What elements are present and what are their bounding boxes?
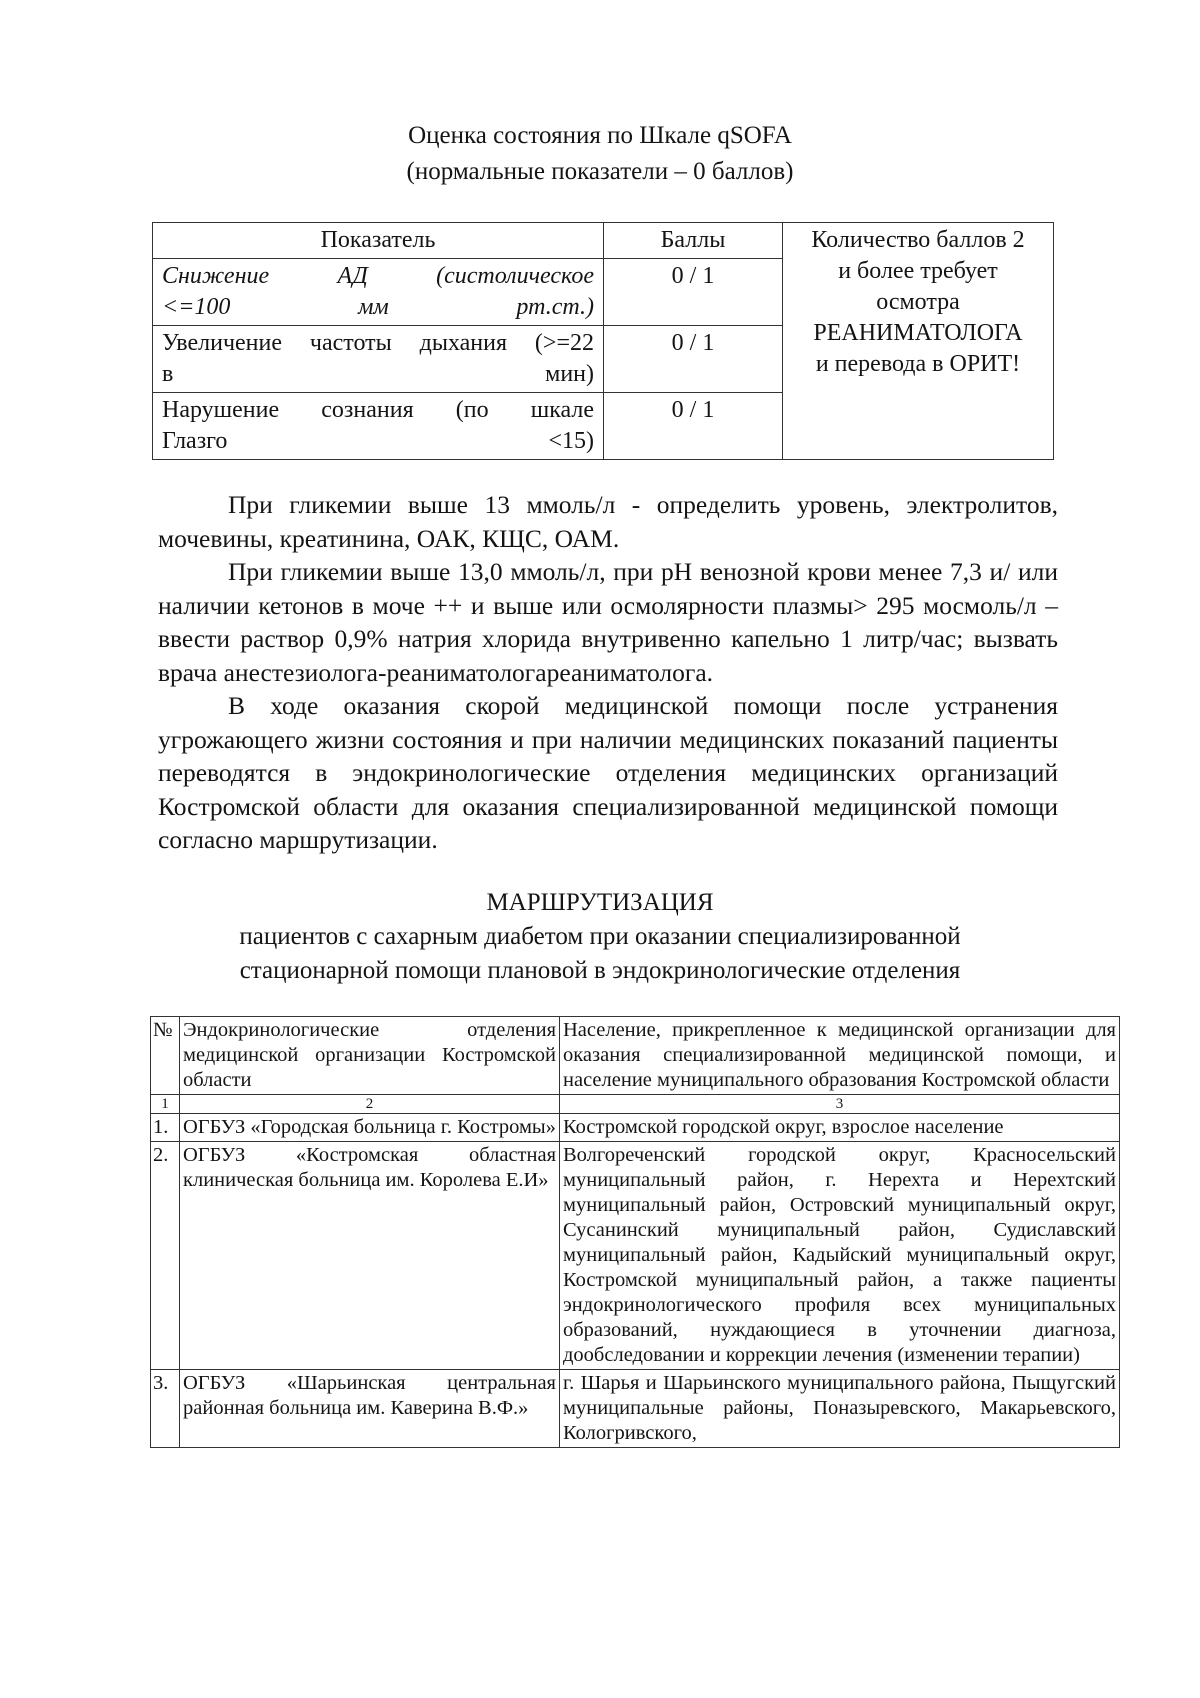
qsofa-score: 0 / 1 [604,326,783,393]
column-number: 3 [560,1095,1120,1114]
routing-subtitle-line1: пациентов с сахарным диабетом при оказании специализированной [239,923,961,950]
paragraph: При гликемии выше 13,0 ммоль/л, при pH венозной крови менее 7,3 и/ или наличии кетонов в моче ++ и выше или осмолярности плазмы> 295 мосмоль/л – ввести раствор 0,9% натрия хлорида внутривенно капельно 1 литр/час; вызвать врача анестезиолога-реаниматологареаниматолога. [158,557,1058,687]
column-number: 1 [151,1095,180,1114]
qsofa-indicator-line: в мин) [162,361,594,387]
row-population: г. Шарья и Шарьинского муниципального района, Пыщугский муниципальные районы, Поназыревского, Макарьевского, Кологривского, [560,1370,1120,1448]
table-row [151,1114,1120,1142]
qsofa-header-indicator: Показатель [153,223,604,259]
row-num: 2. [151,1142,180,1370]
qsofa-indicator-line: Нарушение сознания (по шкале [162,397,594,423]
qsofa-header-score: Баллы [604,223,783,259]
qsofa-score: 0 / 1 [604,259,783,326]
qsofa-title: Оценка состояния по Шкале qSOFA [408,122,792,149]
row-population: Костромской городской округ, взрослое население [560,1114,1120,1142]
paragraph: При гликемии выше 13 ммоль/л - определить уровень, электролитов, мочевины, креатинина, ОАК, КЩС, ОАМ. [158,490,1058,553]
row-population: Волгореченский городской округ, Красносельский муниципальный район, г. Нерехта и Нерехтский муниципальный район, Островский муниципальный округ, Сусанинский муниципальный район, Судиславский муниципальный район, Кадыйский муниципальный округ, Костромской муниципальный район, а также пациенты эндокринологического профиля всех муниципальных образований, нуждающиеся в уточнении диагноза, дообследовании и коррекции лечения (изменении терапии) [560,1142,1120,1370]
row-num: 1. [151,1114,180,1142]
qsofa-note-line: и более требует [838,258,998,284]
qsofa-note-line: Количество баллов 2 [811,227,1025,253]
qsofa-indicator-line: Снижение АД (систолическое [162,263,594,289]
table-row [151,1370,1120,1448]
qsofa-note-line: и перевода в ОРИТ! [815,351,1021,377]
routing-subtitle-line2: стационарной помощи плановой в эндокринологические отделения [239,957,961,984]
header-population: Население, прикрепленное к медицинской организации для оказания специализированной медицинской помощи, и население муниципального образования Костромской области [560,1017,1120,1095]
column-number-row [151,1095,1120,1114]
qsofa-table [152,222,1054,460]
qsofa-header-row [153,223,1054,259]
qsofa-note-line: РЕАНИМАТОЛОГА [813,320,1023,346]
row-org: ОГБУЗ «Городская больница г. Костромы» [180,1114,560,1142]
table-row [151,1142,1120,1370]
routing-header-row [151,1017,1120,1095]
qsofa-score: 0 / 1 [604,393,783,460]
column-number: 2 [180,1095,560,1114]
qsofa-indicator [153,393,604,460]
row-org: ОГБУЗ «Костромская областная клиническая больница им. Королева Е.И» [180,1142,560,1370]
qsofa-indicator-line: <=100 мм рт.ст.) [162,294,594,320]
paragraph: В ходе оказания скорой медицинской помощи после устранения угрожающего жизни состояния и при наличии медицинских показаний пациенты переводятся в эндокринологические отделения медицинских организаций Костромской области для оказания специализированной медицинской помощи согласно маршрутизации. [158,691,1058,854]
routing-table [150,1016,1120,1448]
row-num: 3. [151,1370,180,1448]
qsofa-note [783,223,1054,460]
header-num: № [151,1017,180,1095]
row-org: ОГБУЗ «Шарьинская центральная районная больница им. Каверина В.Ф.» [180,1370,560,1448]
qsofa-note-line: осмотра [876,289,960,315]
body-paragraphs [158,488,1058,857]
routing-title: МАРШРУТИЗАЦИЯ [486,889,714,916]
qsofa-indicator-line: Увеличение частоты дыхания (>=22 [162,330,594,356]
header-dept: Эндокринологические отделения медицинской организации Костромской области [180,1017,560,1095]
qsofa-indicator [153,259,604,326]
qsofa-indicator [153,326,604,393]
qsofa-indicator-line: Глазго <15) [162,428,594,454]
qsofa-subtitle: (нормальные показатели – 0 баллов) [406,158,794,185]
